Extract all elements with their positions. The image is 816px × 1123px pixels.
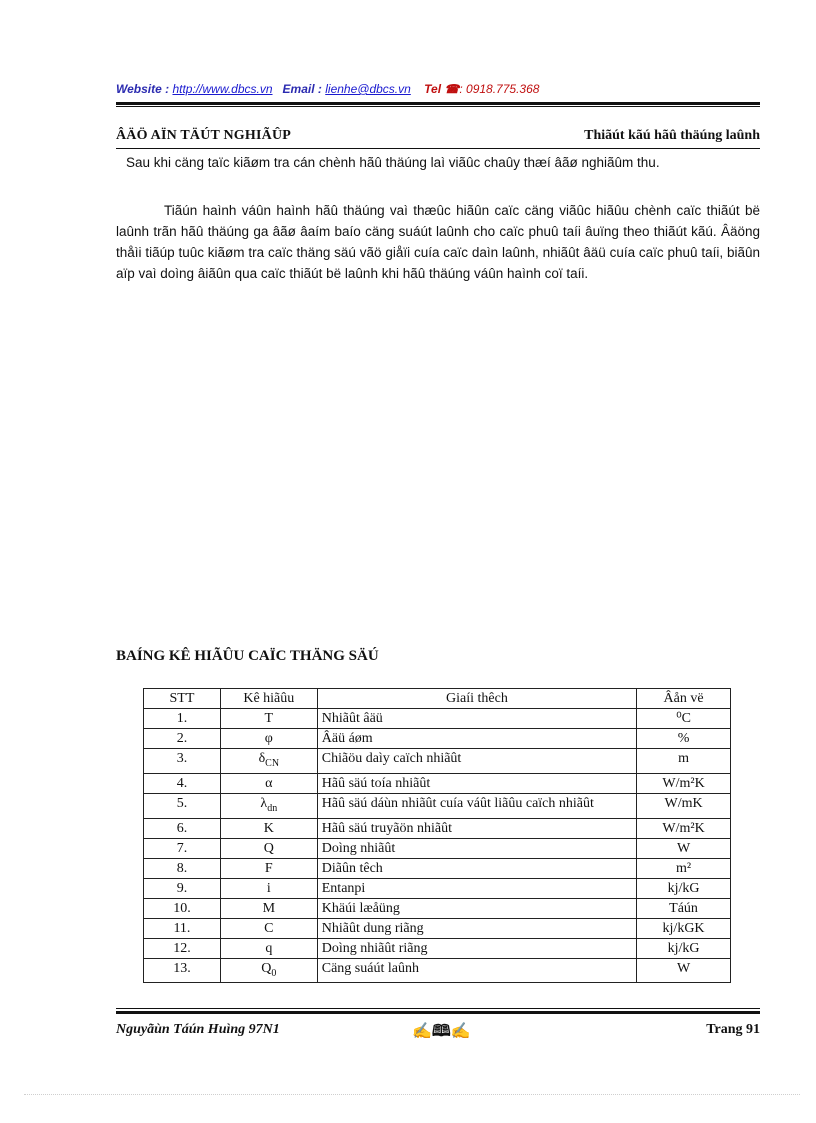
cell-unit: %	[637, 729, 731, 749]
cell-symbol	[220, 878, 317, 898]
cell-stt: 12.	[144, 938, 221, 958]
symbol-main: i	[266, 880, 271, 896]
cell-stt: 3.	[144, 749, 221, 774]
symbol-main: q	[265, 940, 273, 956]
cell-stt: 4.	[144, 773, 221, 793]
cell-symbol	[220, 793, 317, 818]
cell-stt: 5.	[144, 793, 221, 818]
symbol-main: δ	[258, 751, 266, 766]
cell-explanation: Diãûn têch	[317, 858, 636, 878]
cell-symbol	[220, 938, 317, 958]
cell-unit: Táún	[637, 898, 731, 918]
cell-symbol	[220, 749, 317, 774]
cell-symbol	[220, 773, 317, 793]
cell-symbol	[220, 729, 317, 749]
table-row	[144, 709, 731, 729]
symbol-subscript: CN	[265, 757, 280, 769]
cell-explanation: Entanpi	[317, 878, 636, 898]
table-header-row	[144, 689, 731, 709]
email-label: Email :	[282, 82, 322, 96]
symbol-table	[143, 688, 731, 983]
cell-explanation: Hãû säú dáùn nhiãût cuía váût liãûu caïch nhiãût	[317, 793, 636, 818]
cell-stt: 6.	[144, 818, 221, 838]
symbol-main: T	[264, 711, 274, 726]
cell-explanation: Doìng nhiãût	[317, 838, 636, 858]
symbol-subscript: dn	[267, 802, 278, 814]
header-explanation: Giaíi thêch	[317, 689, 636, 709]
symbol-main: C	[264, 920, 274, 936]
cell-explanation: Chiãöu daìy caïch nhiãût	[317, 749, 636, 774]
cell-unit: W/m²K	[637, 818, 731, 838]
table-row	[144, 858, 731, 878]
table-row	[144, 793, 731, 818]
cell-explanation: Âäü áøm	[317, 729, 636, 749]
symbol-main: K	[263, 820, 274, 836]
phone-icon: ☎	[444, 82, 460, 96]
cell-stt: 8.	[144, 858, 221, 878]
cell-stt: 2.	[144, 729, 221, 749]
top-divider	[116, 102, 760, 105]
cell-unit: W/m²K	[637, 773, 731, 793]
page-header	[116, 126, 760, 148]
table-row	[144, 958, 731, 983]
cell-unit: W	[637, 838, 731, 858]
cell-symbol	[220, 858, 317, 878]
cell-unit: ⁰C	[637, 709, 731, 729]
symbol-main: F	[264, 860, 273, 876]
paragraph-1: Sau khi cäng taïc kiãøm tra cán chènh hãû thäúng laì viãûc chaûy thæí âãø nghiãûm thu.	[126, 155, 660, 170]
cell-stt: 9.	[144, 878, 221, 898]
symbol-main: Q	[263, 840, 274, 856]
page-footer	[116, 1020, 760, 1042]
footer-author: Nguyãùn Táún Huìng 97N1	[116, 1022, 280, 1037]
table-row	[144, 878, 731, 898]
symbol-main: λ	[260, 795, 268, 811]
table-row	[144, 729, 731, 749]
table-row	[144, 749, 731, 774]
footer-divider	[116, 1008, 760, 1009]
table-row	[144, 773, 731, 793]
table-row	[144, 818, 731, 838]
cell-unit: m²	[637, 858, 731, 878]
cell-explanation: Khäúi læåüng	[317, 898, 636, 918]
cell-symbol	[220, 918, 317, 938]
header-unit: Âån vë	[637, 689, 731, 709]
website-label: Website :	[116, 82, 170, 96]
cell-unit: W/mK	[637, 793, 731, 818]
cell-symbol	[220, 838, 317, 858]
cell-unit: W	[637, 958, 731, 983]
cell-explanation: Hãû säú truyãön nhiãût	[317, 818, 636, 838]
cell-explanation: Hãû säú toía nhiãût	[317, 773, 636, 793]
cell-symbol	[220, 709, 317, 729]
header-divider	[116, 148, 760, 149]
cell-explanation: Nhiãût dung riãng	[317, 918, 636, 938]
cell-explanation: Doìng nhiãût riãng	[317, 938, 636, 958]
symbol-subscript: 0	[271, 967, 277, 979]
header-left-title: ÂÄÖ AÏN TÄÚT NGHIÃÛP	[116, 128, 292, 143]
cell-symbol	[220, 958, 317, 983]
symbol-main: M	[262, 900, 276, 916]
symbol-main: α	[265, 775, 273, 791]
cell-stt: 7.	[144, 838, 221, 858]
paragraph-2: Tiãún haình váûn haình hãû thäúng vaì thæûc hiãûn caïc cäng viãûc hiãûu chènh caïc thiãút bë laûnh trãn hãû thäúng ga âãø âaím baío cäng suáút laûnh cho caïc phuû taíi âuïng theo thiãút kãú. Âäöng thåìi tiãúp tuûc kiãøm tra caïc thäng säú vãö giåïi cuía caïc daìn laûnh, nhiãût âäü cuía caïc phuû taíi, biãûn aïp vaì doìng âiãûn qua caïc thiãút bë laûnh khi hãû thäúng váûn haình coï taíi.	[116, 203, 760, 281]
email-link[interactable]: lienhe@dbcs.vn	[325, 82, 411, 96]
footer-divider-thick	[116, 1011, 760, 1014]
top-divider-thin	[116, 106, 760, 107]
cell-unit: kj/kGK	[637, 918, 731, 938]
cell-explanation: Nhiãût âäü	[317, 709, 636, 729]
table-row	[144, 898, 731, 918]
cell-symbol	[220, 898, 317, 918]
header-symbol: Kê hiãûu	[220, 689, 317, 709]
writing-book-icon: ✍🕮✍	[412, 1023, 471, 1040]
cell-unit: m	[637, 749, 731, 774]
table-row	[144, 918, 731, 938]
table-body	[144, 709, 731, 983]
header-right-title: Thiãút kãú hãû thäúng laûnh	[584, 128, 760, 143]
table-title: BAÍNG KÊ HIÃÛU CAÏC THÄNG SÄÚ	[116, 648, 379, 664]
page-number: Trang 91	[706, 1022, 760, 1037]
cell-stt: 13.	[144, 958, 221, 983]
symbol-main: Q	[261, 960, 272, 976]
website-link[interactable]: http://www.dbcs.vn	[172, 82, 273, 96]
tel-label: Tel	[424, 82, 442, 96]
bottom-dotted-line	[24, 1094, 800, 1095]
cell-unit: kj/kG	[637, 878, 731, 898]
cell-unit: kj/kG	[637, 938, 731, 958]
cell-stt: 10.	[144, 898, 221, 918]
symbol-main: φ	[264, 731, 273, 746]
tel-value: : 0918.775.368	[459, 82, 540, 96]
cell-stt: 1.	[144, 709, 221, 729]
contact-bar	[116, 82, 760, 96]
cell-symbol	[220, 818, 317, 838]
table-row	[144, 938, 731, 958]
table-row	[144, 838, 731, 858]
cell-stt: 11.	[144, 918, 221, 938]
cell-explanation: Cäng suáút laûnh	[317, 958, 636, 983]
header-stt: STT	[144, 689, 221, 709]
